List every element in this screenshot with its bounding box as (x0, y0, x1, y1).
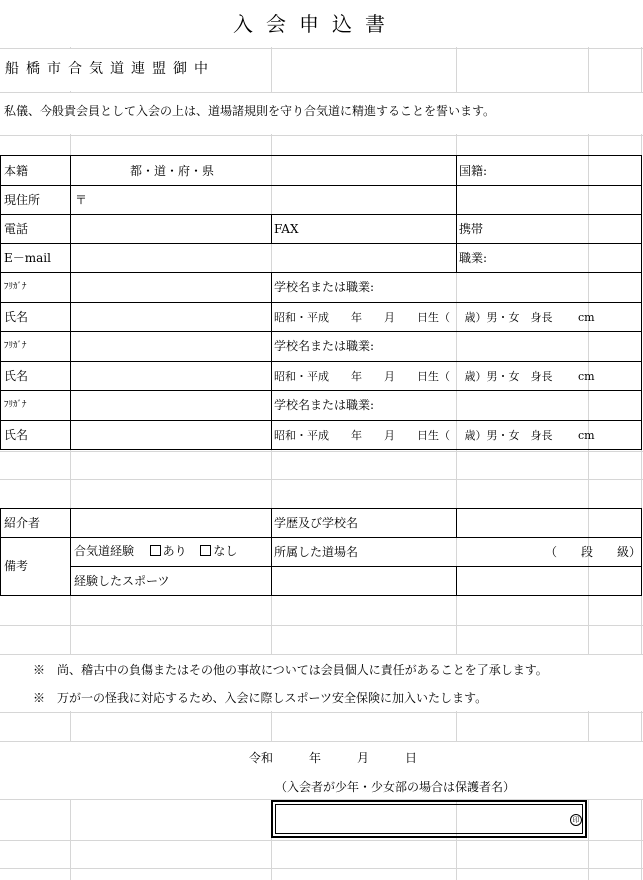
education-label: 学歴及び学校名 (274, 516, 359, 530)
phone-label: 電話 (4, 222, 29, 236)
note-liability: ※ 尚、稽古中の負傷またはその他の事故については会員個人に責任があることを了承します。 (33, 663, 548, 677)
member-3-school-label: 学校名または職業: (274, 398, 375, 412)
date-line: 令和 年 月 日 (249, 751, 418, 765)
mobile-label: 携帯 (459, 222, 484, 236)
experience-yes-checkbox[interactable] (150, 545, 161, 556)
signature-field[interactable] (271, 800, 587, 838)
postal-mark: 〒 (75, 193, 88, 207)
member-3-name-label: 氏名 (4, 428, 29, 442)
introducer-label: 紹介者 (4, 516, 41, 530)
remarks-label: 備考 (4, 559, 29, 573)
dojo-label: 所属した道場名 (274, 545, 359, 559)
experience-no-label: なし (213, 544, 238, 558)
email-label: E－mail (4, 251, 51, 265)
sports-label: 経験したスポーツ (74, 574, 170, 588)
dan-kyu-field: （ 段 級） (545, 545, 642, 559)
occupation-label: 職業: (459, 251, 488, 265)
member-3-furigana-label: ﾌﾘｶﾞﾅ (4, 400, 27, 410)
honseki-label: 本籍 (4, 164, 29, 178)
honseki-prefecture-text: 都・道・府・県 (130, 164, 215, 178)
experience-no-checkbox[interactable] (200, 545, 211, 556)
member-2-birth-line: 昭和・平成 年 月 日生（ 歳）男・女 身長 cm (274, 370, 595, 383)
addressee: 船橋市合気道連盟御中 (5, 61, 215, 77)
member-3-birth-line: 昭和・平成 年 月 日生（ 歳）男・女 身長 cm (274, 429, 595, 442)
member-1-birth-line: 昭和・平成 年 月 日生（ 歳）男・女 身長 cm (274, 311, 595, 324)
member-1-school-label: 学校名または職業: (274, 280, 375, 294)
pledge-text: 私儀、今般貴会員として入会の上は、道場諸規則を守り合気道に精進することを誓います。 (4, 104, 496, 118)
member-1-name-label: 氏名 (4, 310, 29, 324)
note-insurance: ※ 万が一の怪我に対応するため、入会に際しスポーツ安全保険に加入いたします。 (33, 691, 488, 705)
member-2-furigana-label: ﾌﾘｶﾞﾅ (4, 341, 27, 351)
seal-mark: 印 (570, 814, 582, 826)
aikido-experience-row (74, 545, 237, 557)
experience-yes-label: あり (162, 544, 187, 558)
guardian-note: （入会者が少年・少女部の場合は保護者名） (275, 780, 516, 794)
page-title: 入会申込書 (233, 12, 398, 36)
aikido-experience-label: 合気道経験 (74, 544, 135, 558)
nationality-label: 国籍: (459, 164, 488, 178)
fax-label: FAX (274, 222, 299, 236)
member-1-furigana-label: ﾌﾘｶﾞﾅ (4, 282, 27, 292)
address-label: 現住所 (4, 193, 41, 207)
member-2-school-label: 学校名または職業: (274, 339, 375, 353)
member-2-name-label: 氏名 (4, 369, 29, 383)
